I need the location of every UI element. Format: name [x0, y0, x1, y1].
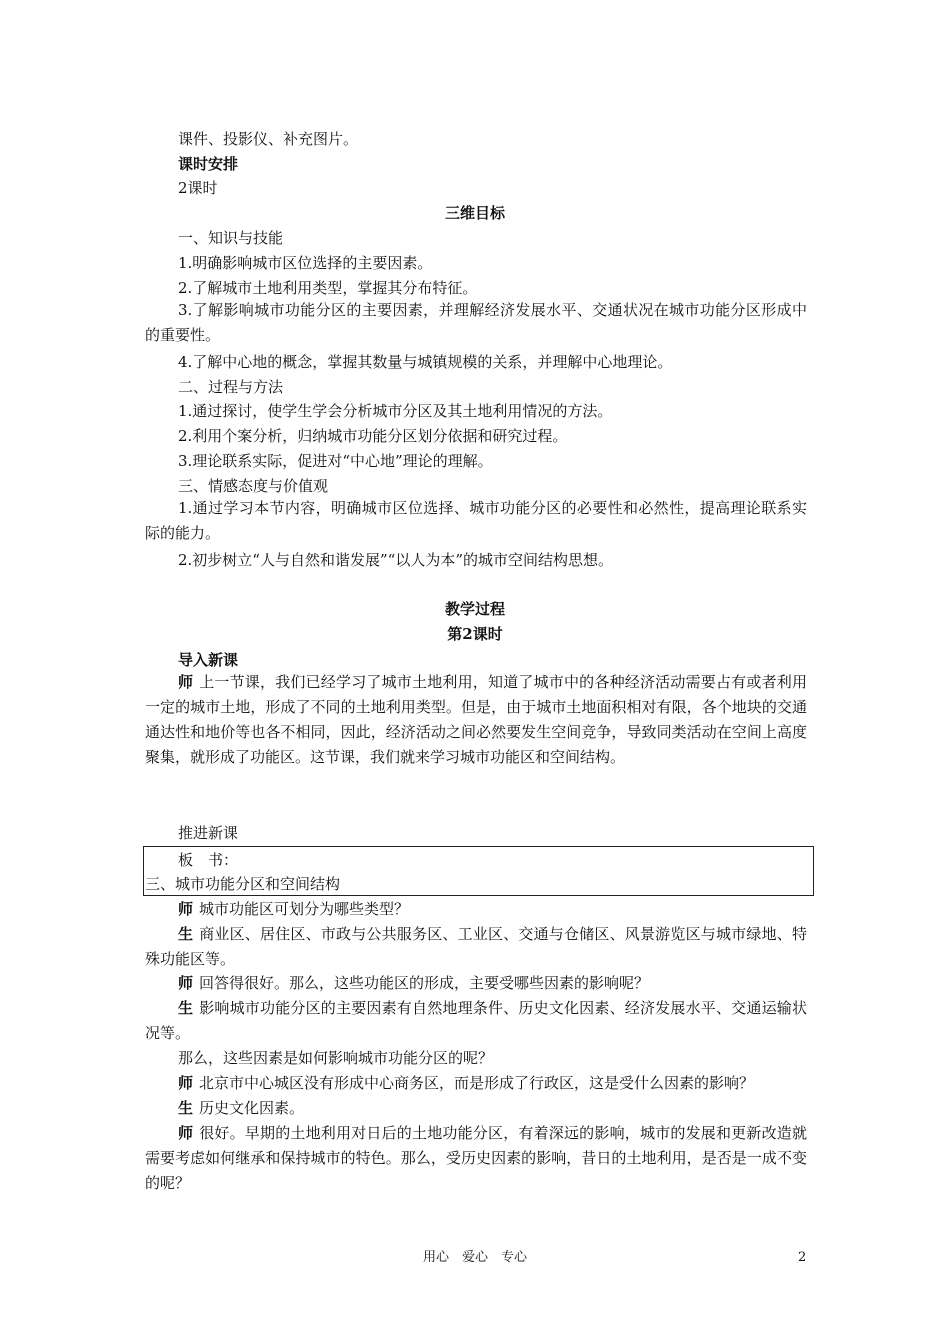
dialogue-text: 商业区、居住区、市政与公共服务区、工业区、交通与仓储区、风景游览区与城市绿地、特殊功能区等。	[145, 925, 807, 968]
speaker-label: 师	[178, 900, 194, 918]
dialogue-line	[145, 1071, 807, 1096]
schedule-value: 2课时	[178, 179, 218, 197]
materials-text: 课件、投影仪、补充图片。	[178, 130, 359, 148]
process-item: 1.通过探讨，使学生学会分析城市分区及其土地利用情况的方法。	[178, 402, 613, 420]
board-label: 板 书：	[178, 851, 239, 869]
speaker-label: 师	[178, 1124, 194, 1142]
attitude-item: 2.初步树立“人与自然和谐发展”“以人为本”的城市空间结构思想。	[178, 551, 613, 569]
speaker-label: 生	[178, 1099, 194, 1117]
dialogue-text: 影响城市功能分区的主要因素有自然地理条件、历史文化因素、经济发展水平、交通运输状况等。	[145, 999, 807, 1042]
dialogue-line	[145, 897, 807, 922]
speaker-label: 师	[178, 1074, 194, 1092]
dialogue-line	[145, 996, 807, 1046]
knowledge-heading: 一、知识与技能	[178, 229, 284, 247]
knowledge-item: 4.了解中心地的概念，掌握其数量与城镇规模的关系，并理解中心地理论。	[178, 353, 673, 371]
dialogue-text: 历史文化因素。	[199, 1099, 305, 1117]
board-content: 三、城市功能分区和空间结构	[145, 875, 341, 893]
speaker-label: 生	[178, 925, 194, 943]
lesson-title: 第2课时	[447, 625, 503, 643]
goals-title: 三维目标	[444, 204, 505, 222]
schedule-heading: 课时安排	[178, 155, 239, 173]
intro-text: 上一节课，我们已经学习了城市土地利用，知道了城市中的各种经济活动需要占有或者利用一定的城市土地，形成了不同的土地利用类型。但是，由于城市土地面积相对有限，各个地块的交通通达性和地价等也各不相同，因此，经济活动之间必然要发生空间竞争，导致同类活动在空间上高度聚集，就形成了功能区。这节课，我们就来学习城市功能区和空间结构。	[145, 673, 807, 766]
attitude-item: 1.通过学习本节内容，明确城市区位选择、城市功能分区的必要性和必然性，提高理论联系实际的能力。	[145, 499, 807, 542]
process-item: 2.利用个案分析，归纳城市功能分区划分依据和研究过程。	[178, 427, 568, 445]
page-number: 2	[798, 1250, 807, 1265]
process-heading: 二、过程与方法	[178, 378, 284, 396]
dialogue-line	[145, 1121, 807, 1196]
dialogue-line	[145, 971, 807, 996]
dialogue-text: 回答得很好。那么，这些功能区的形成，主要受哪些因素的影响呢？	[199, 974, 650, 992]
dialogue-line	[145, 1046, 807, 1071]
dialogue-text: 城市功能区可划分为哪些类型？	[199, 900, 410, 918]
knowledge-item: 1.明确影响城市区位选择的主要因素。	[178, 254, 433, 272]
teaching-title: 教学过程	[444, 600, 505, 618]
advance-label: 推进新课	[178, 824, 239, 842]
footer-motto: 用心 爱心 专心	[422, 1250, 527, 1265]
knowledge-item: 2.了解城市土地利用类型，掌握其分布特征。	[178, 279, 478, 297]
dialogue-text: 北京市中心城区没有形成中心商务区，而是形成了行政区，这是受什么因素的影响？	[199, 1074, 755, 1092]
intro-paragraph	[145, 670, 807, 770]
knowledge-item: 3.了解影响城市功能分区的主要因素，并理解经济发展水平、交通状况在城市功能分区形成中的重要性。	[145, 301, 807, 344]
dialogue-text: 那么，这些因素是如何影响城市功能分区的呢？	[178, 1049, 494, 1067]
blackboard-box	[143, 846, 814, 896]
speaker-label: 师	[178, 974, 194, 992]
speaker-label: 生	[178, 999, 194, 1017]
dialogue-line	[145, 1096, 807, 1121]
speaker-label: 师	[178, 673, 194, 691]
intro-heading: 导入新课	[178, 651, 239, 669]
attitude-heading: 三、情感态度与价值观	[178, 477, 329, 495]
dialogue-line	[145, 922, 807, 972]
process-item: 3.理论联系实际，促进对“中心地”理论的理解。	[178, 452, 493, 470]
dialogue-text: 很好。早期的土地利用对日后的土地功能分区，有着深远的影响，城市的发展和更新改造就需要考虑如何继承和保持城市的特色。那么，受历史因素的影响，昔日的土地利用，是否是一成不变的呢？	[145, 1124, 807, 1192]
